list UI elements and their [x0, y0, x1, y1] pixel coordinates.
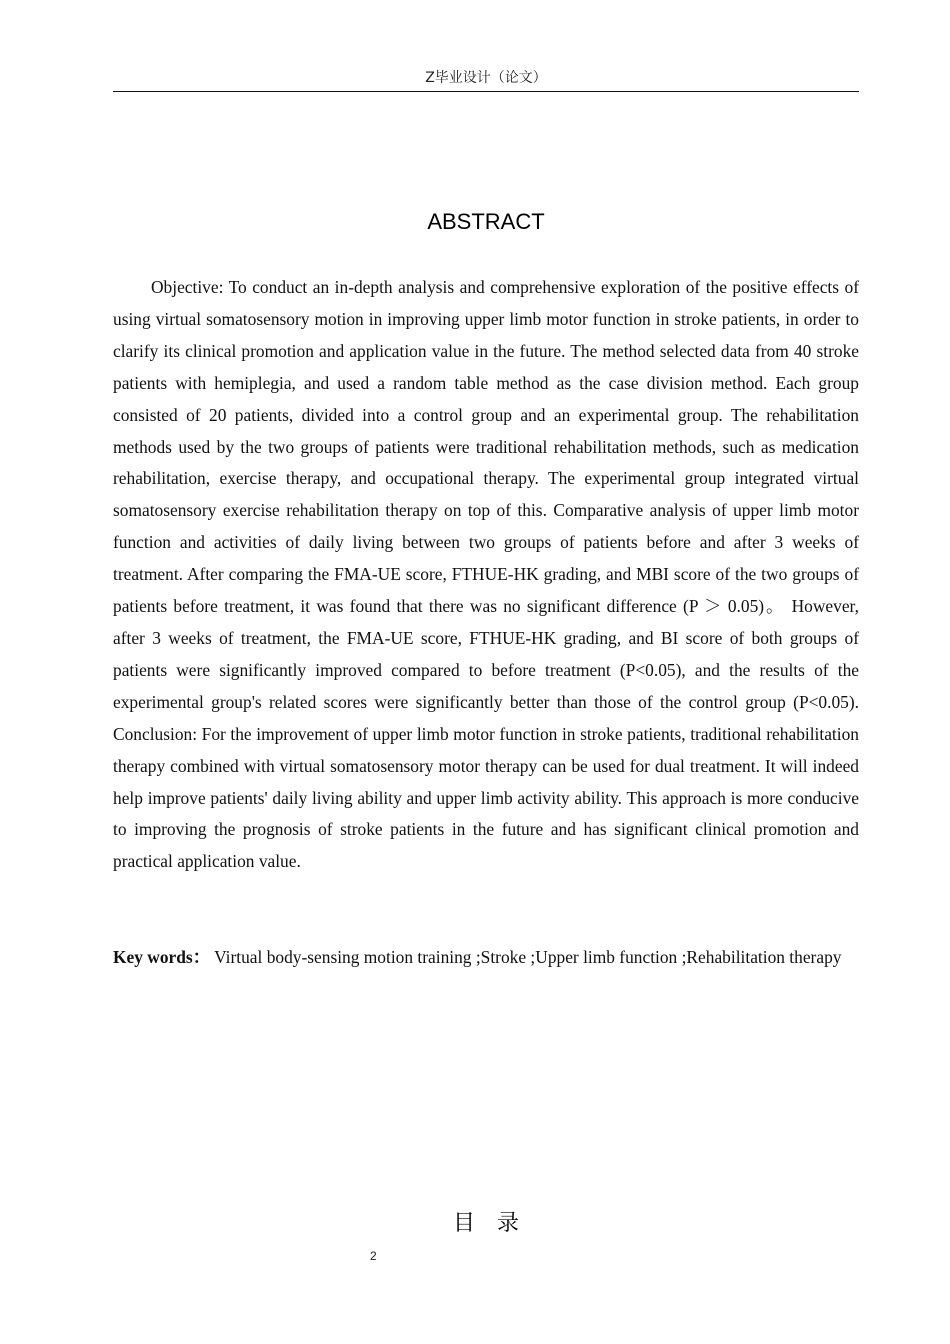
page-header [113, 66, 859, 92]
abstract-body: Objective: To conduct an in-depth analysis and comprehensive exploration of the positive effects of using virtual somatosensory motion in improving upper limb motor function in stroke patients, in order to clarify its clinical promotion and application value in the future. The method selected data from 40 stroke patients with hemiplegia, and used a random table method as the case division method. Each group consisted of 20 patients, divided into a control group and an experimental group. The rehabilitation methods used by the two groups of patients were traditional rehabilitation methods, such as medication rehabilitation, exercise therapy, and occupational therapy. The experimental group integrated virtual somatosensory exercise rehabilitation therapy on top of this. Comparative analysis of upper limb motor function and activities of daily living between two groups of patients before and after 3 weeks of treatment. After comparing the FMA-UE score, FTHUE-HK grading, and MBI score of the two groups of patients before treatment, it was found that there was no significant difference (P ＞ 0.05)。 However, after 3 weeks of treatment, the FMA-UE score, FTHUE-HK grading, and BI score of both groups of patients were significantly improved compared to before treatment (P<0.05), and the results of the experimental group's related scores were significantly better than those of the control group (P<0.05). Conclusion: For the improvement of upper limb motor function in stroke patients, traditional rehabilitation therapy combined with virtual somatosensory motor therapy can be used for dual treatment. It will indeed help improve patients' daily living ability and upper limb activity ability. This approach is more conducive to improving the prognosis of stroke patients in the future and has significant clinical promotion and practical application value. [113, 277, 859, 872]
page-number: 2 [370, 1249, 377, 1263]
abstract-title: ABSTRACT [427, 209, 545, 234]
header-title: Z毕业设计（论文） [425, 70, 547, 86]
keywords-label: Key words： [113, 947, 211, 967]
toc-heading: 目录 [452, 1211, 541, 1236]
keywords-paragraph [113, 942, 859, 974]
keywords-text: Virtual body-sensing motion training ;Stroke ;Upper limb function ;Rehabilitation therapy [210, 947, 842, 967]
